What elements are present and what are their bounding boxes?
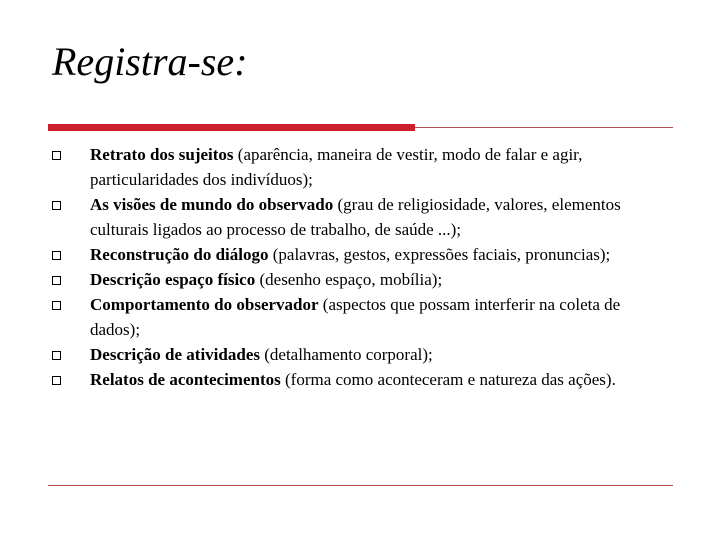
item-text bbox=[90, 192, 672, 242]
item-term: Descrição espaço físico bbox=[90, 270, 256, 289]
item-detail: (detalhamento corporal); bbox=[259, 345, 433, 364]
item-term: As visões de mundo do observado bbox=[90, 195, 334, 214]
list-item bbox=[52, 267, 672, 292]
item-detail: (aspectos que possam interferir na coleta de dados); bbox=[90, 295, 621, 339]
item-detail: (desenho espaço, mobília); bbox=[255, 270, 443, 289]
item-term: Retrato dos sujeitos bbox=[90, 145, 234, 164]
item-text bbox=[90, 292, 672, 342]
square-bullet-icon bbox=[52, 376, 61, 385]
list-item bbox=[52, 342, 672, 367]
square-bullet-icon bbox=[52, 301, 61, 310]
item-detail: (forma como aconteceram e natureza das ações). bbox=[280, 370, 616, 389]
list-item bbox=[52, 192, 672, 242]
item-term: Reconstrução do diálogo bbox=[90, 245, 269, 264]
square-bullet-icon bbox=[52, 201, 61, 210]
slide-title: Registra-se: bbox=[52, 39, 248, 84]
square-bullet-icon bbox=[52, 251, 61, 260]
footer-rule bbox=[48, 485, 673, 486]
square-bullet-icon bbox=[52, 151, 61, 160]
item-text bbox=[90, 367, 672, 392]
bullet-list bbox=[52, 142, 672, 392]
item-text bbox=[90, 142, 672, 192]
item-detail: (grau de religiosidade, valores, elementos culturais ligados ao processo de trabalho, de saúde ...); bbox=[90, 195, 621, 239]
list-item bbox=[52, 292, 672, 342]
list-item bbox=[52, 242, 672, 267]
item-term: Comportamento do observador bbox=[90, 295, 319, 314]
square-bullet-icon bbox=[52, 351, 61, 360]
list-item bbox=[52, 142, 672, 192]
item-text bbox=[90, 242, 672, 267]
list-item bbox=[52, 367, 672, 392]
title-underline bbox=[415, 127, 673, 128]
item-term: Descrição de atividades bbox=[90, 345, 260, 364]
title-accent-bar bbox=[48, 124, 415, 131]
item-term: Relatos de acontecimentos bbox=[90, 370, 281, 389]
item-text bbox=[90, 267, 672, 292]
item-detail: (palavras, gestos, expressões faciais, pronuncias); bbox=[268, 245, 611, 264]
square-bullet-icon bbox=[52, 276, 61, 285]
item-text bbox=[90, 342, 672, 367]
item-detail: (aparência, maneira de vestir, modo de falar e agir, particularidades dos indivíduos); bbox=[90, 145, 583, 189]
